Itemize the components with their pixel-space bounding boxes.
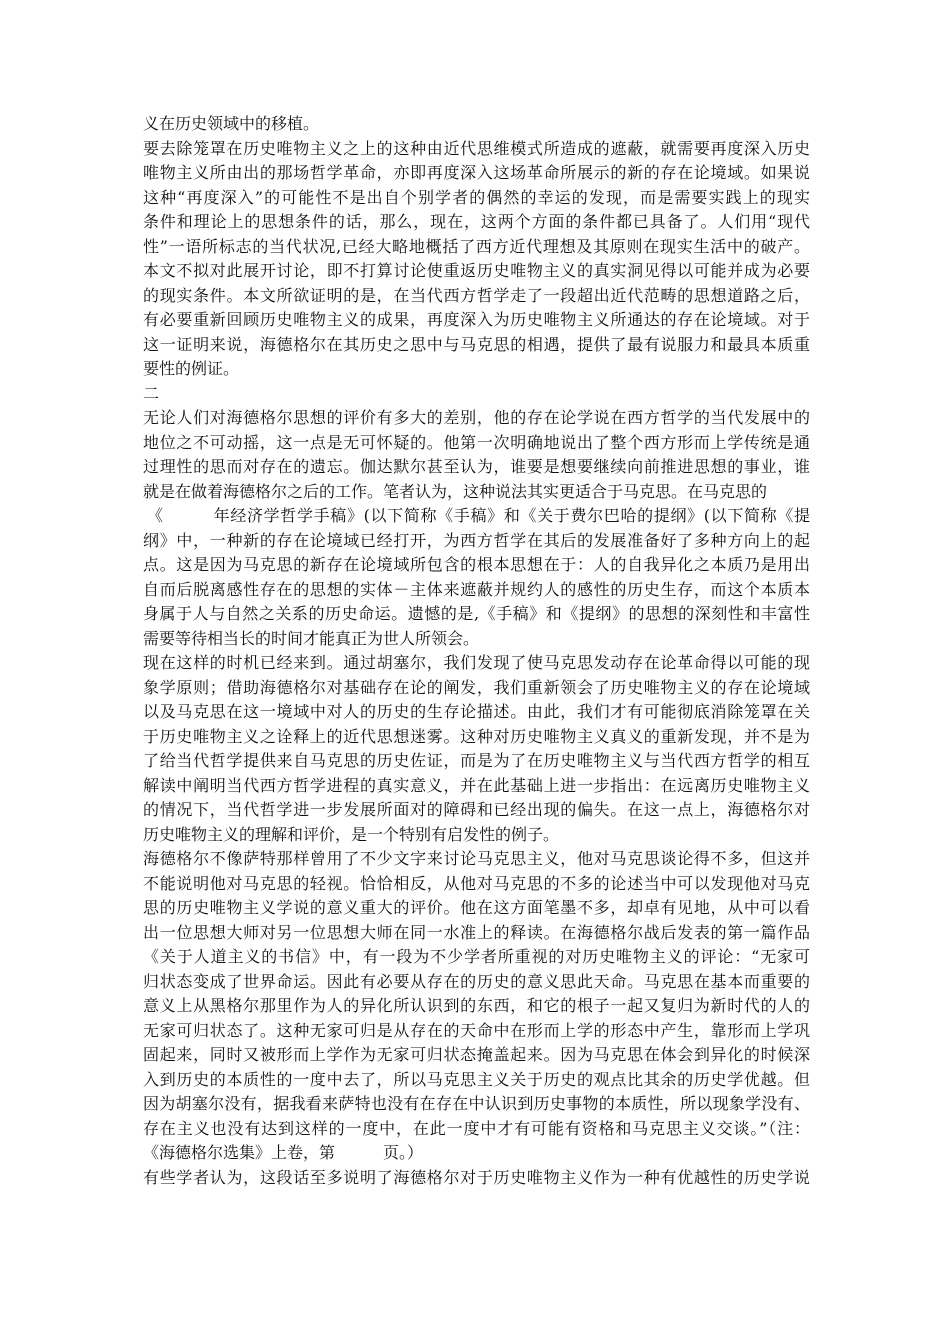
text-line: 入到历史的本质性的一度中去了，所以马克思主义关于历史的观点比其余的历史学优越。但 [143, 1069, 810, 1089]
text-line: 意义上从黑格尔那里作为人的异化所认识到的东西，和它的根子一起又复归为新时代的人的 [143, 996, 810, 1015]
text-line: 这一证明来说，海德格尔在其历史之思中与马克思的相遇，提供了最有说服力和最具本质重 [143, 334, 810, 354]
document-body [143, 112, 810, 1190]
text-line: 唯物主义所由出的那场哲学革命，亦即再度深入这场革命所展示的新的存在论境域。如果说 [143, 163, 810, 182]
text-line: 点。这是因为马克思的新存在论境域所包含的根本思想在于：人的自我异化之本质乃是用出 [143, 555, 810, 574]
text-line: 《关于人道主义的书信》中，有一段为不少学者所重视的对历史唯物主义的评论：“无家可 [143, 947, 810, 966]
text-line: 不能说明他对马克思的轻视。恰恰相反，从他对马克思的不多的论述当中可以发现他对马克 [143, 873, 810, 893]
text-line: 要去除笼罩在历史唯物主义之上的这种由近代思维模式所造成的遮蔽，就需要再度深入历史 [143, 138, 810, 158]
text-line: 以及马克思在这一境域中对人的历史的生存论描述。由此，我们才有可能彻底消除笼罩在关 [143, 702, 810, 721]
text-line: 过理性的思而对存在的遗忘。伽达默尔甚至认为，谁要是想要继续向前推进思想的事业，谁 [143, 457, 810, 476]
text-line: 海德格尔不像萨特那样曾用了不少文字来讨论马克思主义，他对马克思谈论得不多，但这并 [143, 849, 810, 868]
text-line: 无论人们对海德格尔思想的评价有多大的差别，他的存在论学说在西方哲学的当代发展中的 [143, 408, 810, 427]
text-line: 义在历史领域中的移植。 [143, 114, 320, 133]
text-line: 有必要重新回顾历史唯物主义的成果，再度深入为历史唯物主义所通达的存在论境域。对于 [143, 310, 810, 329]
text-line: 要性的例证。 [143, 359, 240, 378]
text-line: 的情况下，当代哲学进一步发展所面对的障碍和已经出现的偏失。在这一点上，海德格尔对 [143, 800, 810, 819]
text-line: 无家可归状态了。这种无家可归是从存在的天命中在形而上学的形态中产生，靠形而上学巩 [143, 1020, 810, 1040]
text-line: 了给当代哲学提供来自马克思的历史佐证，而是为了在历史唯物主义与当代西方哲学的相互 [143, 751, 810, 770]
text-line: 二 [143, 383, 160, 403]
text-line: 象学原则；借助海德格尔对基础存在论的阐发，我们重新领会了历史唯物主义的存在论境域 [143, 677, 810, 697]
text-line: 因为胡塞尔没有，据我看来萨特也没有在存在中认识到历史事物的本质性，所以现象学没有、 [143, 1094, 810, 1113]
text-line: 条件和理论上的思想条件的话，那么，现在，这两个方面的条件都已具备了。人们用“现代 [143, 212, 810, 231]
text-line: 历史唯物主义的理解和评价，是一个特别有启发性的例子。 [143, 824, 560, 844]
text-line: 身属于人与自然之关系的历史命运。遗憾的是,《手稿》和《提纲》的思想的深刻性和丰富性 [143, 604, 810, 623]
text-line: 地位之不可动摇，这一点是无可怀疑的。他第一次明确地说出了整个西方形而上学传统是通 [143, 432, 810, 452]
text-line: 自而后脱离感性存在的思想的实体－主体来遮蔽并规约人的感性的历史生存，而这个本质本 [143, 579, 810, 599]
text-line: 《海德格尔选集》上卷，第 页。） [143, 1143, 424, 1162]
text-line: 这种“再度深入”的可能性不是出自个别学者的偶然的幸运的发现，而是需要实践上的现实 [143, 187, 810, 207]
text-line: 纲》中，一种新的存在论境域已经打开，为西方哲学在其后的发展准备好了多种方向上的起 [143, 530, 810, 550]
text-line: 有些学者认为，这段话至多说明了海德格尔对于历史唯物主义作为一种有优越性的历史学说 [143, 1167, 810, 1187]
text-line: 解读中阐明当代西方哲学进程的真实意义，并在此基础上进一步指出：在远离历史唯物主义 [143, 775, 810, 795]
text-line: 于历史唯物主义之诠释上的近代思想迷雾。这种对历史唯物主义真义的重新发现，并不是为 [143, 726, 810, 746]
text-line: 性”一语所标志的当代状况,已经大略地概括了西方近代理想及其原则在现实生活中的破产。 [143, 236, 810, 256]
text-line: 《 年经济学哲学手稿》(以下简称《手稿》和《关于费尔巴哈的提纲》(以下简称《提 [147, 506, 810, 525]
text-line: 思的历史唯物主义学说的意义重大的评价。他在这方面笔墨不多，却卓有见地，从中可以看 [143, 898, 810, 917]
text-line: 固起来，同时又被形而上学作为无家可归状态掩盖起来。因为马克思在体会到异化的时候深 [143, 1045, 810, 1064]
text-line: 就是在做着海德格尔之后的工作。笔者认为，这种说法其实更适合于马克思。在马克思的 [143, 481, 768, 501]
text-line: 归状态变成了世界命运。因此有必要从存在的历史的意义思此天命。马克思在基本而重要的 [143, 971, 810, 991]
text-line: 出一位思想大师对另一位思想大师在同一水准上的释读。在海德格尔战后发表的第一篇作品 [143, 922, 810, 942]
text-line: 的现实条件。本文所欲证明的是，在当代西方哲学走了一段超出近代范畴的思想道路之后， [143, 285, 810, 305]
text-line: 现在这样的时机已经来到。通过胡塞尔，我们发现了使马克思发动存在论革命得以可能的现 [143, 653, 810, 672]
text-line: 存在主义也没有达到这样的一度中，在此一度中才有可能有资格和马克思主义交谈。”（注： [143, 1118, 810, 1138]
text-line: 本文不拟对此展开讨论，即不打算讨论使重返历史唯物主义的真实洞见得以可能并成为必要 [143, 261, 810, 280]
text-line: 需要等待相当长的时间才能真正为世人所领会。 [143, 628, 480, 648]
